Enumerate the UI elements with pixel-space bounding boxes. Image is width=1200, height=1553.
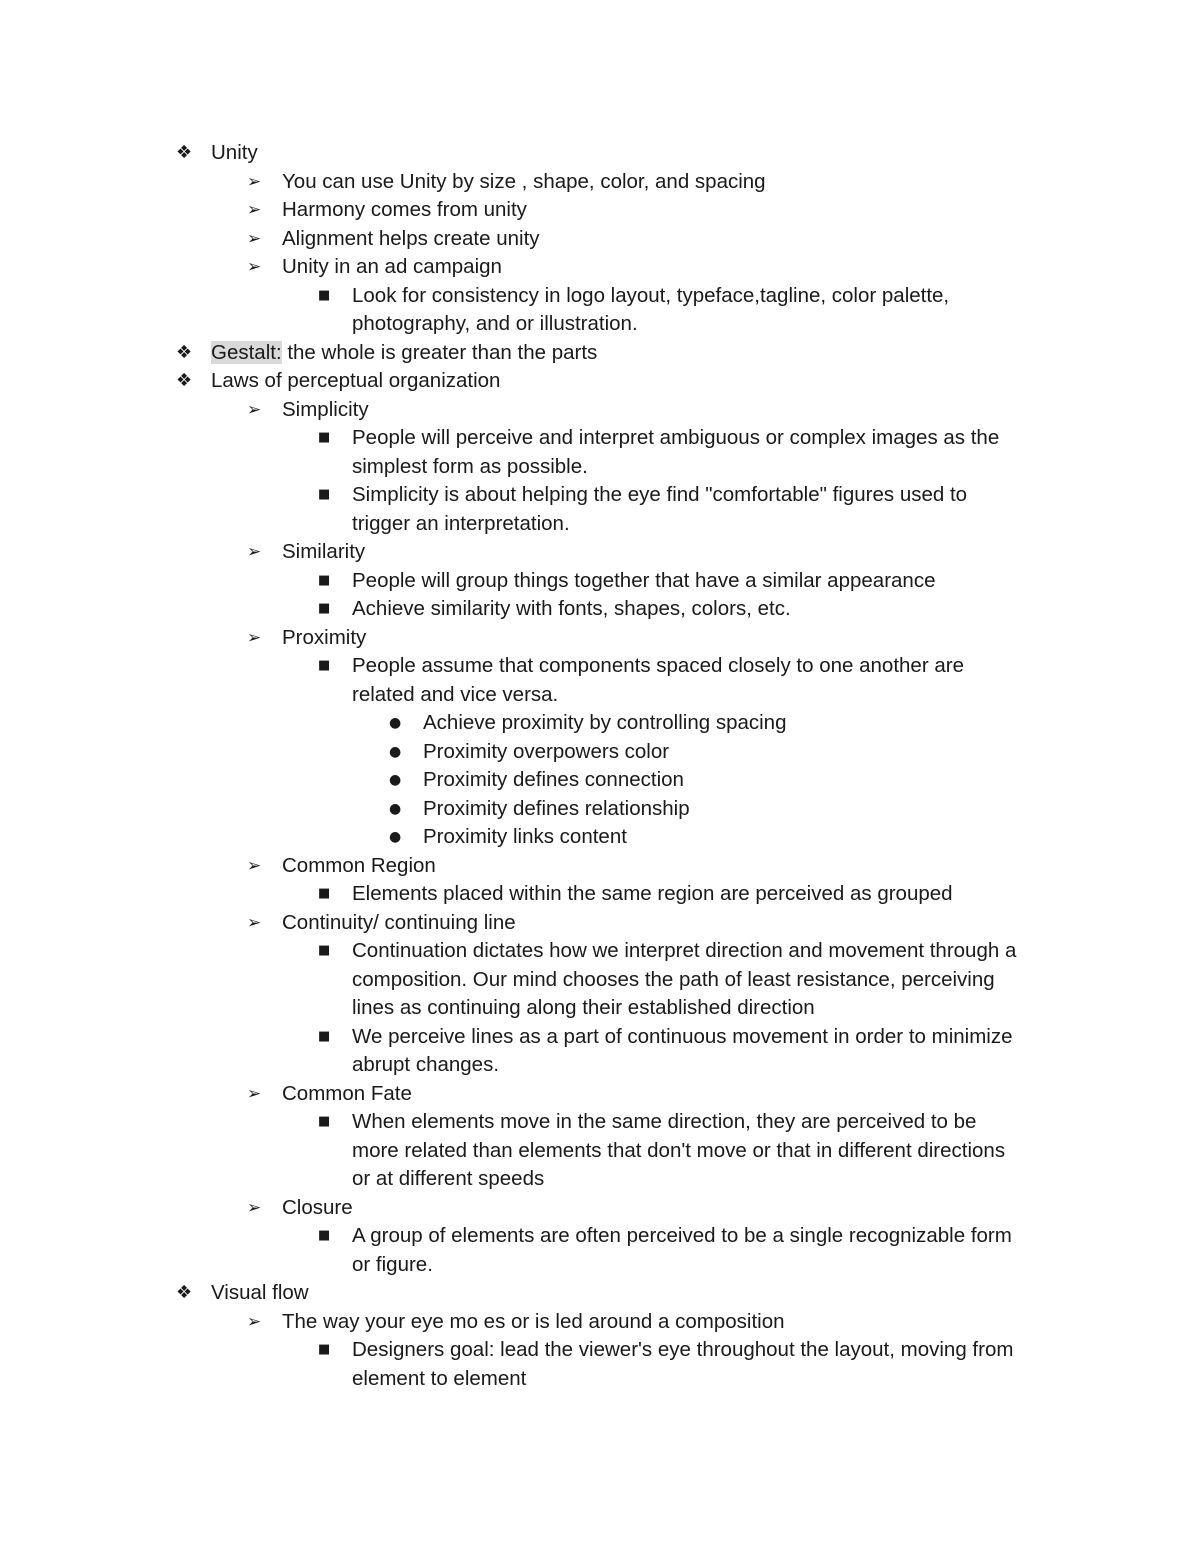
square-bullet-icon: ■ bbox=[318, 1114, 331, 1129]
outline-text: Proximity defines connection bbox=[423, 768, 684, 791]
circle-bullet-icon: ● bbox=[389, 800, 402, 817]
arrow-bullet-icon: ➢ bbox=[247, 912, 262, 933]
outline-line-continuation bbox=[0, 1051, 1200, 1080]
square-bullet-icon: ■ bbox=[318, 658, 331, 673]
outline-text: simplest form as possible. bbox=[352, 454, 588, 478]
outline-text: Continuity/ continuing line bbox=[282, 910, 516, 934]
outline-line-continuation bbox=[0, 681, 1200, 710]
square-bullet-icon: ■ bbox=[318, 886, 331, 901]
arrow-bullet-icon: ➢ bbox=[247, 399, 262, 420]
outline-item-level-1 bbox=[0, 367, 1200, 396]
arrow-bullet-icon: ➢ bbox=[247, 228, 262, 249]
circle-bullet-icon: ● bbox=[389, 715, 402, 731]
outline-text: Continuation dictates how we interpret direction and movement through a bbox=[352, 939, 1017, 962]
outline-text: Achieve proximity by controlling spacing bbox=[423, 711, 787, 734]
outline-text: Proximity bbox=[282, 625, 367, 649]
outline-text: or at different speeds bbox=[352, 1167, 545, 1190]
arrow-bullet-icon: ➢ bbox=[247, 200, 262, 220]
outline-text: When elements move in the same direction, they are perceived to be bbox=[352, 1110, 977, 1133]
outline-text: Similarity bbox=[282, 540, 366, 563]
document-outline bbox=[0, 139, 1200, 1393]
diamond-bullet-icon: ❖ bbox=[176, 341, 193, 363]
outline-item-level-2 bbox=[0, 852, 1200, 881]
outline-text: or figure. bbox=[352, 1252, 433, 1276]
outline-item-level-2 bbox=[0, 1308, 1200, 1337]
outline-line-continuation bbox=[0, 510, 1200, 539]
arrow-bullet-icon: ➢ bbox=[247, 627, 262, 648]
outline-item-level-4 bbox=[0, 823, 1200, 852]
outline-text: Simplicity bbox=[282, 397, 369, 421]
arrow-bullet-icon: ➢ bbox=[247, 855, 262, 876]
outline-text: Alignment helps create unity bbox=[282, 226, 540, 250]
outline-item-level-2 bbox=[0, 225, 1200, 254]
outline-item-level-4 bbox=[0, 738, 1200, 767]
outline-item-level-2 bbox=[0, 168, 1200, 197]
outline-text: Elements placed within the same region are perceived as grouped bbox=[352, 882, 953, 905]
outline-text: We perceive lines as a part of continuous movement in order to minimize bbox=[352, 1024, 1013, 1048]
circle-bullet-icon: ● bbox=[389, 772, 402, 788]
outline-item-level-3 bbox=[0, 880, 1200, 909]
outline-item-level-3 bbox=[0, 1222, 1200, 1251]
outline-line-continuation bbox=[0, 1365, 1200, 1394]
outline-text: composition. Our mind chooses the path of least resistance, perceiving bbox=[352, 967, 995, 991]
circle-bullet-icon: ● bbox=[389, 829, 402, 845]
outline-item-level-2 bbox=[0, 538, 1200, 567]
outline-text: Simplicity is about helping the eye find "comfortable" figures used to bbox=[352, 483, 968, 506]
outline-text: Proximity defines relationship bbox=[423, 796, 690, 820]
outline-item-level-1 bbox=[0, 139, 1200, 168]
outline-line-continuation bbox=[0, 966, 1200, 995]
outline-line-continuation bbox=[0, 994, 1200, 1023]
outline-item-level-3 bbox=[0, 1108, 1200, 1137]
outline-line-continuation bbox=[0, 1165, 1200, 1194]
outline-text: Unity in an ad campaign bbox=[282, 255, 502, 278]
outline-text: Unity bbox=[211, 141, 258, 164]
square-bullet-icon: ■ bbox=[318, 287, 331, 303]
outline-line-continuation bbox=[0, 1137, 1200, 1166]
outline-text: A group of elements are often perceived to be a single recognizable form bbox=[352, 1224, 1012, 1247]
outline-item-level-3 bbox=[0, 595, 1200, 624]
outline-item-level-2 bbox=[0, 1080, 1200, 1109]
outline-text: Closure bbox=[282, 1195, 353, 1219]
outline-text: Achieve similarity with fonts, shapes, colors, etc. bbox=[352, 597, 791, 620]
outline-item-level-2 bbox=[0, 624, 1200, 653]
outline-text: Proximity links content bbox=[423, 825, 627, 848]
circle-bullet-icon: ● bbox=[389, 743, 402, 760]
square-bullet-icon: ■ bbox=[318, 601, 331, 616]
outline-item-level-3 bbox=[0, 1023, 1200, 1052]
square-bullet-icon: ■ bbox=[318, 1228, 331, 1243]
outline-item-level-2 bbox=[0, 396, 1200, 425]
outline-text: related and vice versa. bbox=[352, 682, 559, 706]
outline-text: lines as continuing along their established direction bbox=[352, 996, 815, 1019]
outline-text: photography, and or illustration. bbox=[352, 312, 638, 335]
outline-item-level-3 bbox=[0, 937, 1200, 966]
diamond-bullet-icon: ❖ bbox=[176, 1282, 193, 1303]
square-bullet-icon: ■ bbox=[318, 943, 331, 958]
diamond-bullet-icon: ❖ bbox=[176, 142, 193, 163]
square-bullet-icon: ■ bbox=[318, 1342, 331, 1357]
arrow-bullet-icon: ➢ bbox=[247, 171, 262, 192]
outline-item-level-4 bbox=[0, 795, 1200, 824]
outline-line-continuation bbox=[0, 310, 1200, 339]
outline-text: Laws of perceptual organization bbox=[211, 369, 501, 392]
outline-text: Look for consistency in logo layout, typeface,tagline, color palette, bbox=[352, 283, 950, 307]
outline-text: You can use Unity by size , shape, color, and spacing bbox=[282, 169, 766, 193]
outline-line-continuation bbox=[0, 1251, 1200, 1280]
outline-item-level-4 bbox=[0, 709, 1200, 738]
outline-text: People assume that components spaced closely to one another are bbox=[352, 654, 964, 677]
outline-text: Harmony comes from unity bbox=[282, 198, 527, 221]
diamond-bullet-icon: ❖ bbox=[176, 370, 193, 391]
outline-text: element to element bbox=[352, 1366, 527, 1390]
square-bullet-icon: ■ bbox=[318, 572, 331, 588]
outline-text: People will group things together that have a similar appearance bbox=[352, 568, 936, 592]
outline-text: Designers goal: lead the viewer's eye throughout the layout, moving from bbox=[352, 1338, 1014, 1361]
outline-text: trigger an interpretation. bbox=[352, 511, 570, 535]
outline-item-level-2 bbox=[0, 1194, 1200, 1223]
outline-line-continuation bbox=[0, 453, 1200, 482]
outline-item-level-4 bbox=[0, 766, 1200, 795]
arrow-bullet-icon: ➢ bbox=[247, 257, 262, 277]
outline-text bbox=[211, 339, 597, 368]
arrow-bullet-icon: ➢ bbox=[247, 542, 262, 562]
arrow-bullet-icon: ➢ bbox=[247, 1083, 262, 1104]
outline-text: Visual flow bbox=[211, 1281, 309, 1304]
square-bullet-icon: ■ bbox=[318, 1028, 331, 1044]
outline-text: Common Region bbox=[282, 853, 436, 877]
square-bullet-icon: ■ bbox=[318, 430, 331, 445]
outline-text: People will perceive and interpret ambiguous or complex images as the bbox=[352, 426, 1000, 449]
outline-item-level-2 bbox=[0, 196, 1200, 225]
outline-text: Proximity overpowers color bbox=[423, 739, 670, 763]
outline-text: abrupt changes. bbox=[352, 1053, 500, 1076]
outline-item-level-3 bbox=[0, 567, 1200, 596]
outline-text-rest: the whole is greater than the parts bbox=[281, 340, 598, 364]
outline-text: Common Fate bbox=[282, 1081, 412, 1105]
outline-text: The way your eye mo es or is led around a composition bbox=[282, 1309, 785, 1333]
outline-item-level-3 bbox=[0, 1336, 1200, 1365]
outline-item-level-1 bbox=[0, 1279, 1200, 1308]
outline-item-level-2 bbox=[0, 253, 1200, 282]
outline-item-level-1 bbox=[0, 339, 1200, 368]
outline-item-level-3 bbox=[0, 481, 1200, 510]
outline-item-level-3 bbox=[0, 424, 1200, 453]
outline-item-level-3 bbox=[0, 652, 1200, 681]
square-bullet-icon: ■ bbox=[318, 487, 331, 502]
highlighted-term: Gestalt: bbox=[211, 340, 282, 364]
outline-text: more related than elements that don't move or that in different directions bbox=[352, 1138, 1006, 1162]
arrow-bullet-icon: ➢ bbox=[247, 1197, 262, 1218]
arrow-bullet-icon: ➢ bbox=[247, 1311, 262, 1332]
outline-item-level-2 bbox=[0, 909, 1200, 938]
outline-item-level-3 bbox=[0, 282, 1200, 311]
